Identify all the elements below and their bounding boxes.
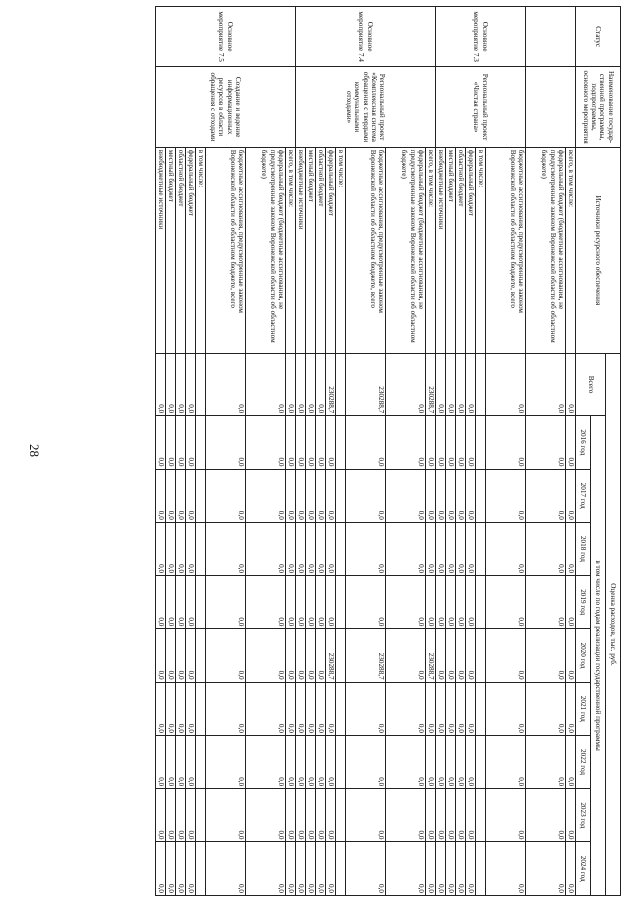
year-value-cell: 0,0 — [346, 842, 386, 896]
year-value-cell: 0,0 — [386, 735, 426, 788]
year-value-cell: 0,0 — [246, 789, 286, 842]
year-value-cell: 0,0 — [446, 735, 456, 788]
total-cell: 0,0 — [316, 353, 326, 415]
name-cell: Региональный проект «Чистая страна» — [436, 67, 526, 147]
year-value-cell: 0,0 — [486, 682, 526, 735]
source-cell: бюджетные ассигнования, предусмотренные законом Воронежской области об областном бюджете, всего — [206, 147, 246, 353]
year-value-cell: 0,0 — [186, 416, 196, 469]
total-cell: 0,0 — [466, 353, 476, 415]
source-cell: в том числе: — [476, 147, 486, 353]
year-value-cell — [196, 469, 206, 522]
header-status: Статус — [576, 7, 621, 67]
source-cell: федеральный бюджет — [186, 147, 196, 353]
total-cell: 0,0 — [166, 353, 176, 415]
year-value-cell: 0,0 — [316, 469, 326, 522]
year-value-cell: 0,0 — [206, 576, 246, 629]
year-value-cell: 0,0 — [466, 629, 476, 682]
status-cell: Основное мероприятие 7.3 — [436, 7, 526, 67]
year-value-cell: 0,0 — [346, 789, 386, 842]
year-value-cell: 0,0 — [306, 416, 316, 469]
year-value-cell: 0,0 — [316, 842, 326, 896]
year-value-cell: 0,0 — [206, 416, 246, 469]
year-value-cell: 0,0 — [316, 576, 326, 629]
year-value-cell: 0,0 — [176, 629, 186, 682]
header-year: 2022 год — [576, 735, 591, 788]
year-value-cell: 0,0 — [326, 682, 336, 735]
year-value-cell: 0,0 — [296, 416, 306, 469]
year-value-cell: 0,0 — [566, 629, 576, 682]
year-value-cell — [336, 522, 346, 575]
year-value-cell: 0,0 — [346, 416, 386, 469]
year-value-cell: 0,0 — [446, 789, 456, 842]
year-value-cell: 0,0 — [306, 469, 316, 522]
year-value-cell: 0,0 — [176, 735, 186, 788]
year-value-cell: 0,0 — [316, 522, 326, 575]
year-value-cell: 0,0 — [426, 842, 436, 896]
year-value-cell: 0,0 — [316, 789, 326, 842]
year-value-cell: 0,0 — [426, 522, 436, 575]
year-value-cell: 0,0 — [296, 576, 306, 629]
year-value-cell: 0,0 — [156, 576, 166, 629]
year-value-cell: 0,0 — [176, 576, 186, 629]
year-value-cell: 0,0 — [436, 469, 446, 522]
year-value-cell — [196, 735, 206, 788]
year-value-cell — [196, 416, 206, 469]
year-value-cell: 0,0 — [156, 629, 166, 682]
source-cell: областной бюджет — [176, 147, 186, 353]
year-value-cell: 0,0 — [466, 735, 476, 788]
year-value-cell: 230288,7 — [326, 629, 336, 682]
year-value-cell: 0,0 — [166, 469, 176, 522]
year-value-cell — [476, 789, 486, 842]
year-value-cell: 0,0 — [286, 682, 296, 735]
header-year: 2017 год — [576, 469, 591, 522]
year-value-cell — [196, 629, 206, 682]
year-value-cell: 0,0 — [346, 469, 386, 522]
year-value-cell: 0,0 — [456, 682, 466, 735]
year-value-cell: 0,0 — [166, 629, 176, 682]
source-cell: федеральный бюджет — [466, 147, 476, 353]
header-year: 2024 год — [576, 842, 591, 896]
year-value-cell — [336, 469, 346, 522]
year-value-cell: 0,0 — [166, 416, 176, 469]
year-value-cell: 0,0 — [466, 522, 476, 575]
year-value-cell: 0,0 — [296, 789, 306, 842]
year-value-cell: 0,0 — [246, 576, 286, 629]
year-value-cell: 0,0 — [206, 469, 246, 522]
source-cell: всего, в том числе: — [566, 147, 576, 353]
source-cell: федеральный бюджет (бюджетные ассигнования, не предусмотренные законом Воронежской области об областном бюджете) — [526, 147, 566, 353]
year-value-cell: 0,0 — [386, 682, 426, 735]
year-value-cell — [476, 735, 486, 788]
rotated-table-container — [61, 6, 621, 896]
total-cell: 0,0 — [176, 353, 186, 415]
table-row — [566, 7, 576, 896]
year-value-cell: 0,0 — [286, 735, 296, 788]
total-cell: 0,0 — [306, 353, 316, 415]
year-value-cell: 0,0 — [466, 416, 476, 469]
year-value-cell: 0,0 — [186, 576, 196, 629]
header-source: Источники ресурсного обеспечения — [576, 147, 621, 353]
year-value-cell: 0,0 — [286, 576, 296, 629]
year-value-cell: 0,0 — [486, 469, 526, 522]
year-value-cell — [476, 629, 486, 682]
year-value-cell — [336, 842, 346, 896]
year-value-cell: 0,0 — [456, 469, 466, 522]
total-cell — [476, 353, 486, 415]
table-row — [486, 7, 526, 896]
year-value-cell: 0,0 — [426, 789, 436, 842]
year-value-cell: 0,0 — [296, 842, 306, 896]
source-cell: федеральный бюджет (бюджетные ассигнования, не предусмотренные законом Воронежской области об областном бюджете) — [386, 147, 426, 353]
year-value-cell: 0,0 — [526, 469, 566, 522]
total-cell: 0,0 — [446, 353, 456, 415]
year-value-cell: 0,0 — [446, 576, 456, 629]
status-cell: Основное мероприятие 7.4 — [296, 7, 436, 67]
year-value-cell: 0,0 — [566, 735, 576, 788]
year-value-cell: 0,0 — [176, 416, 186, 469]
year-value-cell: 0,0 — [156, 682, 166, 735]
total-cell: 230288,7 — [426, 353, 436, 415]
year-value-cell: 0,0 — [526, 576, 566, 629]
year-value-cell: 0,0 — [296, 682, 306, 735]
year-value-cell: 0,0 — [286, 789, 296, 842]
year-value-cell: 0,0 — [566, 576, 576, 629]
year-value-cell: 0,0 — [446, 469, 456, 522]
year-value-cell — [476, 416, 486, 469]
year-value-cell: 0,0 — [296, 469, 306, 522]
year-value-cell: 0,0 — [176, 682, 186, 735]
year-value-cell: 0,0 — [486, 416, 526, 469]
year-value-cell: 0,0 — [316, 629, 326, 682]
year-value-cell: 0,0 — [486, 842, 526, 896]
year-value-cell: 0,0 — [286, 522, 296, 575]
year-value-cell: 0,0 — [166, 522, 176, 575]
year-value-cell: 0,0 — [486, 789, 526, 842]
year-value-cell — [476, 522, 486, 575]
page-number: 28 — [27, 444, 42, 457]
year-value-cell: 0,0 — [386, 416, 426, 469]
year-value-cell — [476, 576, 486, 629]
year-value-cell: 0,0 — [456, 522, 466, 575]
source-cell: местный бюджет — [166, 147, 176, 353]
year-value-cell: 0,0 — [186, 789, 196, 842]
year-value-cell: 0,0 — [246, 842, 286, 896]
year-value-cell: 0,0 — [206, 682, 246, 735]
source-cell: областной бюджет — [316, 147, 326, 353]
year-value-cell: 0,0 — [186, 842, 196, 896]
year-value-cell: 0,0 — [466, 682, 476, 735]
year-value-cell: 0,0 — [526, 735, 566, 788]
year-value-cell: 0,0 — [206, 522, 246, 575]
header-name: Наименование государ-ственной программы, подпрограммы, основного мероприятия — [576, 67, 621, 147]
year-value-cell: 0,0 — [286, 842, 296, 896]
total-cell: 0,0 — [206, 353, 246, 415]
year-value-cell — [336, 576, 346, 629]
table-header — [576, 7, 621, 896]
header-estimate: Оценка расходов, тыс. руб. — [606, 353, 621, 895]
year-value-cell: 0,0 — [466, 842, 476, 896]
table-body — [156, 7, 576, 896]
year-value-cell — [336, 735, 346, 788]
year-value-cell: 0,0 — [156, 416, 166, 469]
name-cell: Создание и ведение информационных ресурсов в области обращения с отходами — [156, 67, 296, 147]
year-value-cell: 0,0 — [346, 522, 386, 575]
year-value-cell: 0,0 — [306, 735, 316, 788]
year-value-cell — [336, 682, 346, 735]
year-value-cell — [336, 629, 346, 682]
year-value-cell: 0,0 — [286, 629, 296, 682]
source-cell: внебюджетные источники — [296, 147, 306, 353]
year-value-cell: 0,0 — [456, 416, 466, 469]
year-value-cell: 0,0 — [326, 416, 336, 469]
total-cell: 0,0 — [436, 353, 446, 415]
total-cell: 0,0 — [186, 353, 196, 415]
year-value-cell: 0,0 — [346, 576, 386, 629]
source-cell: местный бюджет — [446, 147, 456, 353]
total-cell — [336, 353, 346, 415]
year-value-cell: 0,0 — [566, 522, 576, 575]
total-cell: 0,0 — [286, 353, 296, 415]
year-value-cell: 0,0 — [526, 682, 566, 735]
source-cell: в том числе: — [196, 147, 206, 353]
year-value-cell: 0,0 — [456, 576, 466, 629]
total-cell: 0,0 — [156, 353, 166, 415]
status-cell — [526, 7, 576, 67]
source-cell: федеральный бюджет (бюджетные ассигнования, не предусмотренные законом Воронежской области об областном бюджете) — [246, 147, 286, 353]
year-value-cell: 0,0 — [246, 522, 286, 575]
year-value-cell — [196, 522, 206, 575]
year-value-cell: 0,0 — [156, 735, 166, 788]
year-value-cell: 0,0 — [346, 735, 386, 788]
year-value-cell: 230288,7 — [346, 629, 386, 682]
year-value-cell: 0,0 — [176, 469, 186, 522]
year-value-cell: 0,0 — [326, 789, 336, 842]
year-value-cell: 0,0 — [246, 469, 286, 522]
year-value-cell: 0,0 — [526, 416, 566, 469]
year-value-cell: 0,0 — [186, 682, 196, 735]
year-value-cell: 0,0 — [326, 522, 336, 575]
year-value-cell: 0,0 — [526, 842, 566, 896]
year-value-cell — [196, 789, 206, 842]
year-value-cell: 0,0 — [446, 842, 456, 896]
year-value-cell: 0,0 — [486, 522, 526, 575]
year-value-cell: 0,0 — [436, 682, 446, 735]
year-value-cell: 0,0 — [296, 735, 306, 788]
table-row — [286, 7, 296, 896]
header-year: 2020 год — [576, 629, 591, 682]
year-value-cell: 0,0 — [286, 469, 296, 522]
total-cell: 0,0 — [386, 353, 426, 415]
source-cell: федеральный бюджет — [326, 147, 336, 353]
expenditure-table — [155, 6, 621, 896]
year-value-cell: 0,0 — [566, 416, 576, 469]
year-value-cell — [476, 682, 486, 735]
year-value-cell: 0,0 — [186, 629, 196, 682]
year-value-cell: 0,0 — [426, 576, 436, 629]
year-value-cell: 0,0 — [426, 682, 436, 735]
year-value-cell: 0,0 — [166, 789, 176, 842]
year-value-cell: 0,0 — [186, 522, 196, 575]
source-cell: в том числе: — [336, 147, 346, 353]
year-value-cell: 0,0 — [306, 682, 316, 735]
year-value-cell: 0,0 — [186, 735, 196, 788]
header-year: 2016 год — [576, 416, 591, 469]
year-value-cell: 0,0 — [436, 576, 446, 629]
table-row — [426, 7, 436, 896]
year-value-cell: 0,0 — [176, 522, 186, 575]
source-cell: внебюджетные источники — [436, 147, 446, 353]
name-cell: Региональный проект «Комплексная система обращения с твердыми коммунальными отходами» — [296, 67, 436, 147]
total-cell: 0,0 — [486, 353, 526, 415]
source-cell: всего, в том числе: — [286, 147, 296, 353]
year-value-cell: 0,0 — [466, 576, 476, 629]
year-value-cell: 0,0 — [156, 469, 166, 522]
source-cell: внебюджетные источники — [156, 147, 166, 353]
year-value-cell: 0,0 — [206, 789, 246, 842]
year-value-cell: 0,0 — [166, 735, 176, 788]
year-value-cell: 0,0 — [426, 735, 436, 788]
header-total: Всего — [576, 353, 606, 415]
year-value-cell: 0,0 — [246, 629, 286, 682]
year-value-cell: 0,0 — [246, 735, 286, 788]
header-year: 2018 год — [576, 522, 591, 575]
total-cell: 0,0 — [526, 353, 566, 415]
year-value-cell: 0,0 — [316, 735, 326, 788]
total-cell: 0,0 — [296, 353, 306, 415]
year-value-cell: 0,0 — [386, 522, 426, 575]
year-value-cell: 0,0 — [436, 735, 446, 788]
year-value-cell — [476, 842, 486, 896]
source-cell: всего, в том числе: — [426, 147, 436, 353]
year-value-cell: 0,0 — [206, 842, 246, 896]
year-value-cell: 0,0 — [446, 629, 456, 682]
header-by-year: в том числе по годам реализации государственной программы — [591, 416, 606, 896]
status-cell: Основное мероприятие 7.5 — [156, 7, 296, 67]
total-cell — [196, 353, 206, 415]
year-value-cell: 0,0 — [346, 682, 386, 735]
year-value-cell: 0,0 — [446, 522, 456, 575]
source-cell: бюджетные ассигнования, предусмотренные законом Воронежской области об областном бюджете, всего — [346, 147, 386, 353]
year-value-cell: 0,0 — [306, 629, 316, 682]
year-value-cell: 0,0 — [446, 682, 456, 735]
year-value-cell: 0,0 — [326, 469, 336, 522]
year-value-cell: 0,0 — [286, 416, 296, 469]
year-value-cell: 0,0 — [176, 789, 186, 842]
year-value-cell: 0,0 — [456, 842, 466, 896]
year-value-cell: 0,0 — [296, 629, 306, 682]
year-value-cell — [196, 576, 206, 629]
year-value-cell: 0,0 — [306, 576, 316, 629]
year-value-cell: 0,0 — [246, 416, 286, 469]
year-value-cell: 0,0 — [566, 469, 576, 522]
year-value-cell: 0,0 — [206, 629, 246, 682]
year-value-cell: 0,0 — [326, 842, 336, 896]
year-value-cell: 0,0 — [386, 629, 426, 682]
year-value-cell: 0,0 — [386, 576, 426, 629]
year-value-cell: 0,0 — [306, 789, 316, 842]
header-year: 2021 год — [576, 682, 591, 735]
year-value-cell: 0,0 — [526, 629, 566, 682]
year-value-cell: 0,0 — [566, 789, 576, 842]
year-value-cell — [336, 416, 346, 469]
year-value-cell: 0,0 — [526, 522, 566, 575]
year-value-cell: 0,0 — [486, 735, 526, 788]
year-value-cell: 0,0 — [316, 416, 326, 469]
year-value-cell: 0,0 — [386, 842, 426, 896]
year-value-cell: 0,0 — [306, 842, 316, 896]
year-value-cell: 0,0 — [436, 416, 446, 469]
year-value-cell: 0,0 — [156, 842, 166, 896]
year-value-cell: 0,0 — [486, 629, 526, 682]
year-value-cell — [196, 682, 206, 735]
year-value-cell: 0,0 — [436, 789, 446, 842]
year-value-cell: 0,0 — [566, 842, 576, 896]
year-value-cell: 0,0 — [206, 735, 246, 788]
year-value-cell: 0,0 — [436, 522, 446, 575]
source-cell: областной бюджет — [456, 147, 466, 353]
total-cell: 230288,7 — [346, 353, 386, 415]
year-value-cell: 0,0 — [466, 469, 476, 522]
year-value-cell: 0,0 — [156, 789, 166, 842]
name-cell — [526, 67, 576, 147]
source-cell: местный бюджет — [306, 147, 316, 353]
year-value-cell: 0,0 — [486, 576, 526, 629]
total-cell: 0,0 — [246, 353, 286, 415]
year-value-cell: 0,0 — [246, 682, 286, 735]
year-value-cell: 0,0 — [466, 789, 476, 842]
year-value-cell: 0,0 — [456, 789, 466, 842]
year-value-cell: 0,0 — [316, 682, 326, 735]
year-value-cell: 0,0 — [166, 576, 176, 629]
total-cell: 0,0 — [456, 353, 466, 415]
year-value-cell: 0,0 — [436, 842, 446, 896]
year-value-cell: 230288,7 — [426, 629, 436, 682]
year-value-cell: 0,0 — [166, 682, 176, 735]
year-value-cell — [476, 469, 486, 522]
year-value-cell: 0,0 — [456, 629, 466, 682]
year-value-cell: 0,0 — [566, 682, 576, 735]
year-value-cell: 0,0 — [306, 522, 316, 575]
year-value-cell: 0,0 — [526, 789, 566, 842]
year-value-cell — [196, 842, 206, 896]
year-value-cell — [336, 789, 346, 842]
year-value-cell: 0,0 — [426, 416, 436, 469]
year-value-cell: 0,0 — [186, 469, 196, 522]
year-value-cell: 0,0 — [456, 735, 466, 788]
source-cell: бюджетные ассигнования, предусмотренные законом Воронежской области об областном бюджете, всего — [486, 147, 526, 353]
year-value-cell: 0,0 — [326, 576, 336, 629]
year-value-cell: 0,0 — [386, 789, 426, 842]
total-cell: 0,0 — [566, 353, 576, 415]
total-cell: 230288,7 — [326, 353, 336, 415]
year-value-cell: 0,0 — [436, 629, 446, 682]
year-value-cell: 0,0 — [166, 842, 176, 896]
year-value-cell: 0,0 — [326, 735, 336, 788]
year-value-cell: 0,0 — [446, 416, 456, 469]
year-value-cell: 0,0 — [426, 469, 436, 522]
header-year: 2023 год — [576, 789, 591, 842]
year-value-cell: 0,0 — [176, 842, 186, 896]
year-value-cell: 0,0 — [296, 522, 306, 575]
year-value-cell: 0,0 — [156, 522, 166, 575]
header-year: 2019 год — [576, 576, 591, 629]
year-value-cell: 0,0 — [386, 469, 426, 522]
